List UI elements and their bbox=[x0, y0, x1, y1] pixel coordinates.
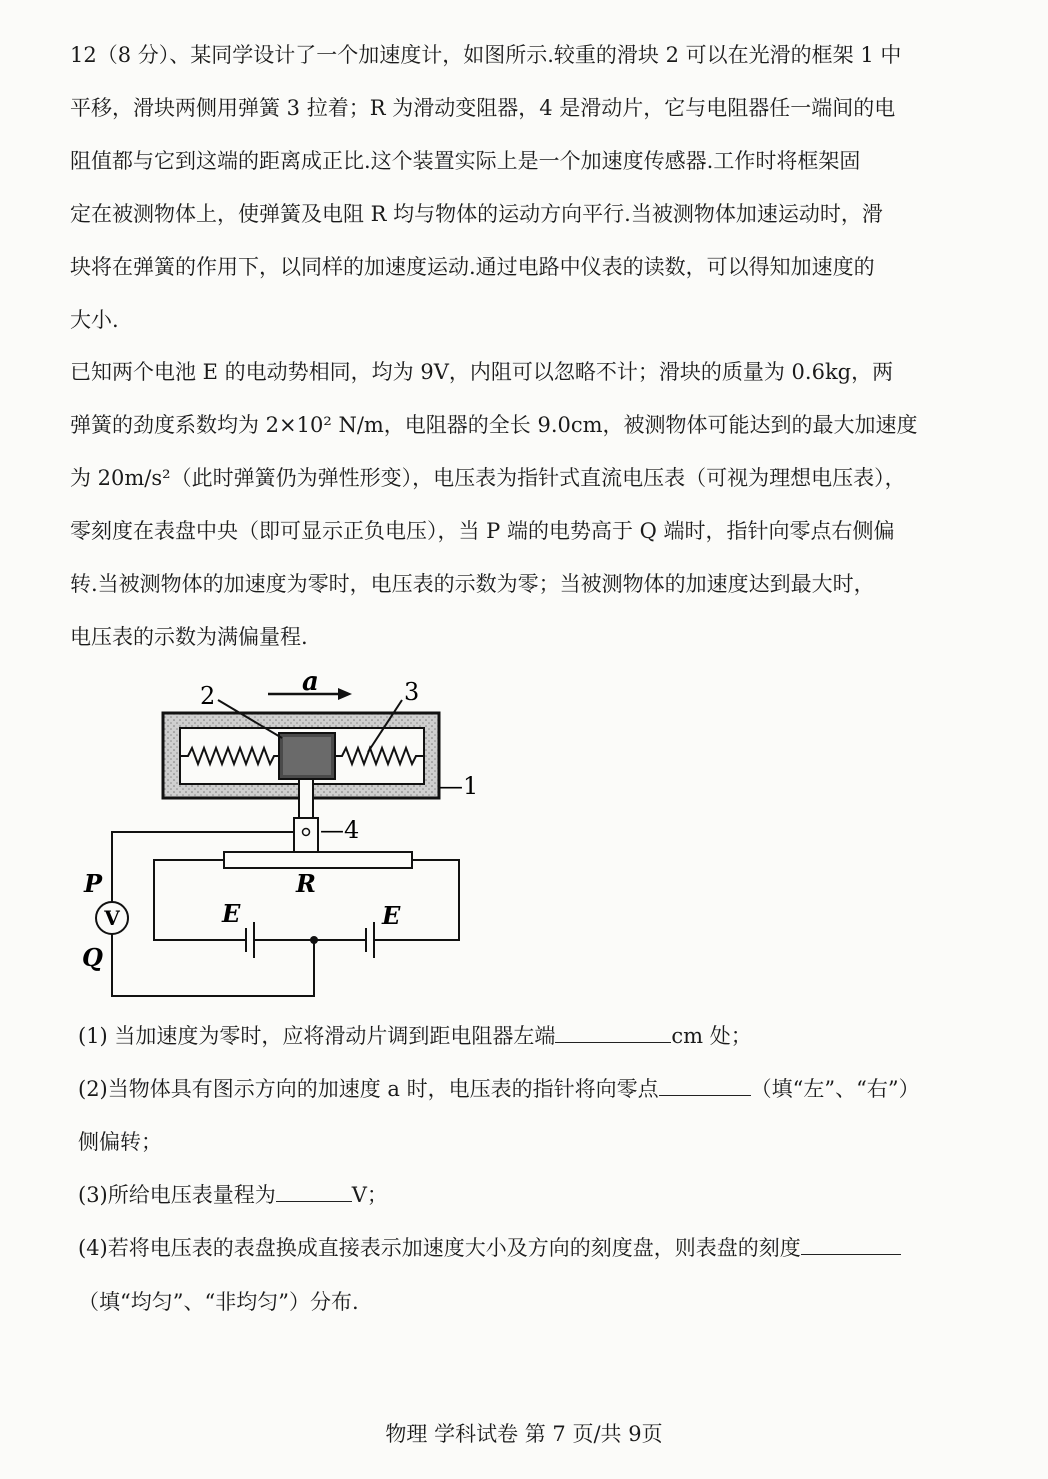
question-2: (2)当物体具有图示方向的加速度 a 时，电压表的指针将向零点 （填“左”、“右”） bbox=[78, 1077, 920, 1101]
question-4-cont: （填“均匀”、“非均匀”）分布. bbox=[78, 1290, 359, 1314]
label-a: a bbox=[302, 670, 319, 697]
label-3: 3 bbox=[404, 678, 420, 706]
intro-line: 块将在弹簧的作用下，以同样的加速度运动.通过电路中仪表的读数，可以得知加速度的 bbox=[70, 255, 875, 279]
page-footer: 物理 学科试卷 第 7 页/共 9页 bbox=[385, 1422, 663, 1446]
label-P: P bbox=[84, 869, 103, 898]
label-E-right: E bbox=[382, 901, 401, 930]
label-R: R bbox=[296, 869, 316, 898]
label-1: —1 bbox=[439, 772, 479, 800]
given-line: 为 20m/s²（此时弹簧仍为弹性形变），电压表为指针式直流电压表（可视为理想电压表）， bbox=[70, 466, 906, 490]
problem-given bbox=[70, 346, 970, 664]
given-line: 电压表的示数为满偏量程. bbox=[70, 625, 308, 649]
given-line: 零刻度在表盘中央（即可显示正负电压），当 P 端的电势高于 Q 端时，指针向零点右侧偏 bbox=[70, 519, 895, 543]
voltmeter-label: V bbox=[104, 906, 120, 930]
question-2-cont: 侧偏转； bbox=[78, 1130, 162, 1154]
question-4: (4)若将电压表的表盘换成直接表示加速度大小及方向的刻度盘，则表盘的刻度 bbox=[78, 1232, 901, 1262]
label-4: —4 bbox=[320, 816, 360, 844]
given-line: 转.当被测物体的加速度为零时，电压表的示数为零；当被测物体的加速度达到最大时， bbox=[70, 572, 875, 596]
problem-intro bbox=[70, 29, 970, 347]
label-2: 2 bbox=[200, 682, 216, 710]
given-line: 已知两个电池 E 的电动势相同，均为 9V，内阻可以忽略不计；滑块的质量为 0.6kg，两 bbox=[70, 360, 894, 384]
answer-blank-2[interactable] bbox=[659, 1077, 751, 1096]
question-3: (3)所给电压表量程为 V； bbox=[78, 1183, 388, 1207]
label-E-left: E bbox=[222, 899, 241, 928]
given-line: 弹簧的劲度系数均为 2×10² N/m，电阻器的全长 9.0cm，被测物体可能达到的最大加速度 bbox=[70, 413, 918, 437]
wiper-4 bbox=[294, 818, 318, 856]
intro-line: 定在被测物体上，使弹簧及电阻 R 均与物体的运动方向平行.当被测物体加速运动时，滑 bbox=[70, 202, 883, 226]
label-Q: Q bbox=[82, 943, 103, 972]
answer-blank-3[interactable] bbox=[276, 1183, 352, 1202]
question-1: (1) 当加速度为零时，应将滑动片调到距电阻器左端 cm 处； bbox=[78, 1024, 752, 1048]
answer-blank-4[interactable] bbox=[801, 1236, 901, 1255]
resistor-R bbox=[224, 852, 412, 868]
intro-line: 阻值都与它到这端的距离成正比.这个装置实际上是一个加速度传感器.工作时将框架固 bbox=[70, 149, 861, 173]
intro-line: 平移，滑块两侧用弹簧 3 拉着；R 为滑动变阻器，4 是滑动片，它与电阻器任一端间的电 bbox=[70, 96, 896, 120]
answer-blank-1[interactable] bbox=[555, 1024, 671, 1043]
intro-line: 大小. bbox=[70, 308, 119, 332]
accelerometer-diagram bbox=[70, 670, 510, 1010]
intro-line: 12（8 分）、某同学设计了一个加速度计，如图所示.较重的滑块 2 可以在光滑的框架 1 中 bbox=[70, 43, 902, 67]
